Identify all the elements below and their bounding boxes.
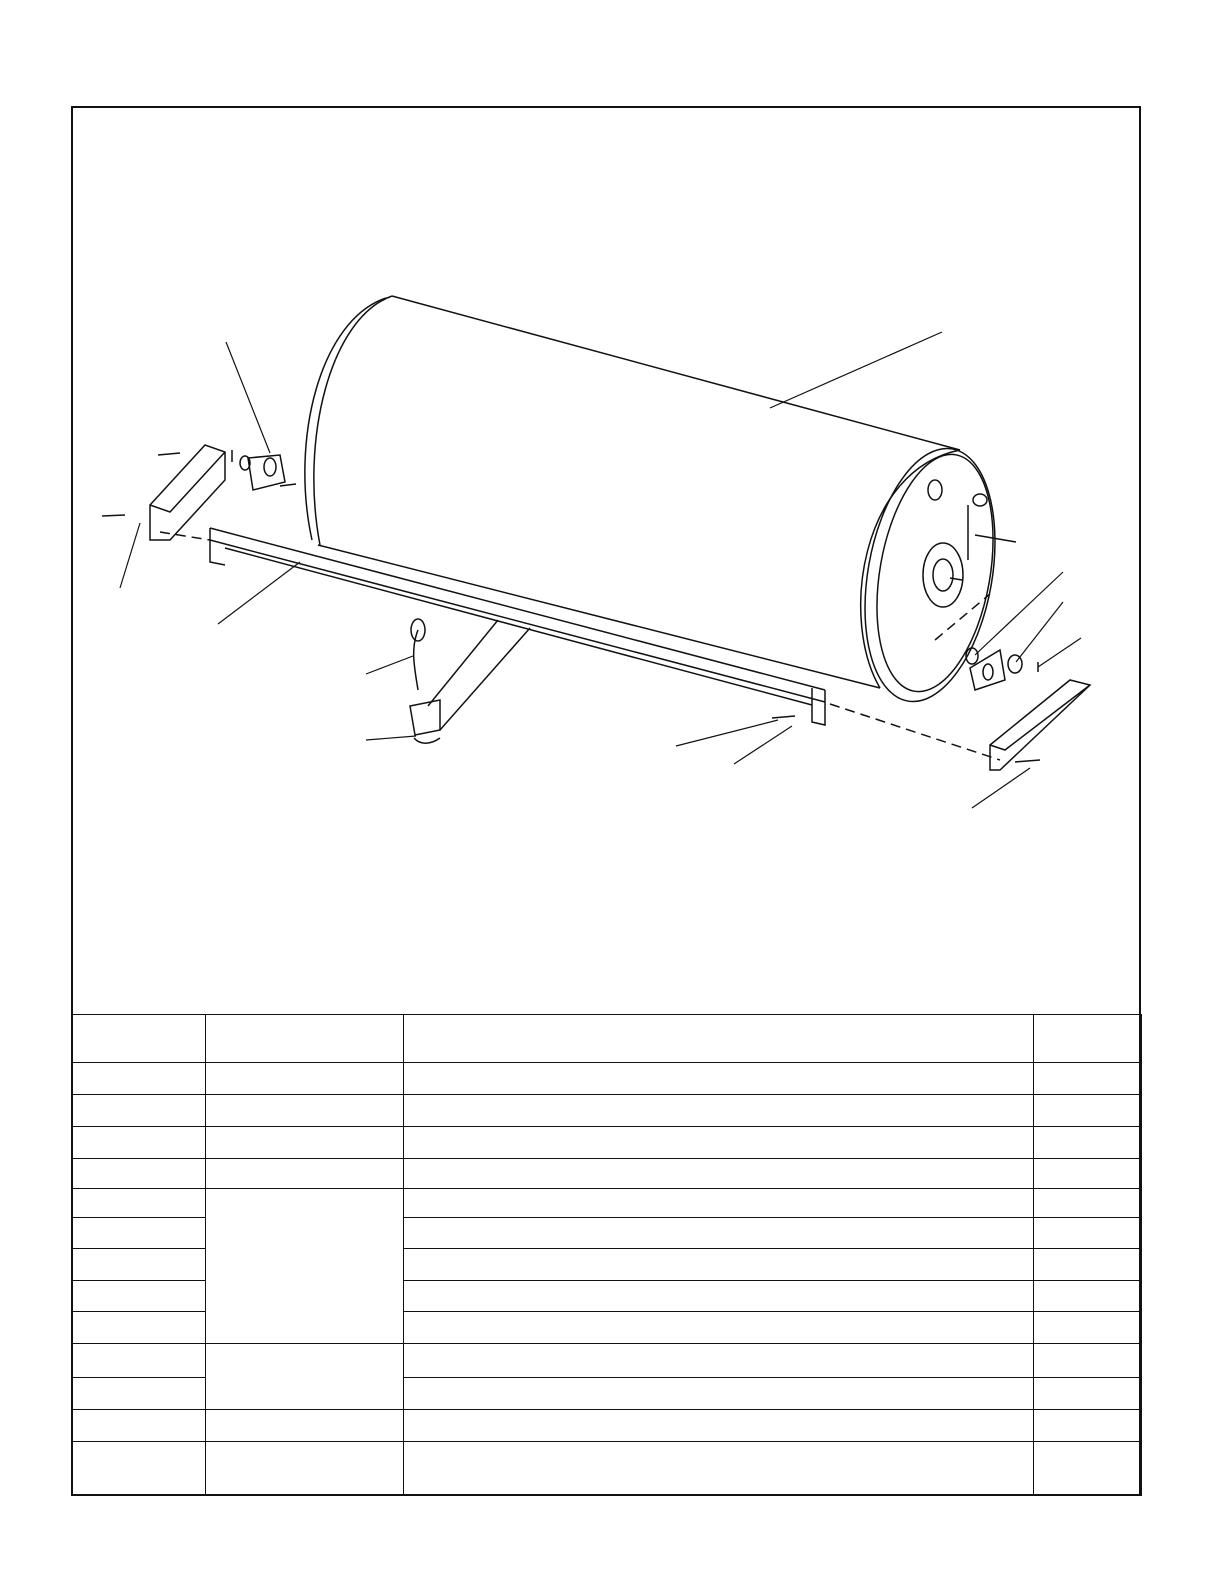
table-cell [404, 1063, 1034, 1095]
table-cell [404, 1249, 1034, 1281]
table-cell [1034, 1344, 1142, 1378]
table-row [72, 1410, 1142, 1442]
table-cell [404, 1095, 1034, 1127]
table-cell [404, 1281, 1034, 1312]
table-cell-merged [206, 1189, 404, 1344]
table-row [72, 1095, 1142, 1127]
table-cell-merged [206, 1344, 404, 1410]
table-header-row [72, 1015, 1142, 1063]
table-cell [72, 1015, 206, 1063]
table-cell [404, 1189, 1034, 1218]
table-cell [72, 1378, 206, 1410]
frame-bar [210, 528, 825, 725]
table-cell [1034, 1281, 1142, 1312]
table-cell [72, 1312, 206, 1344]
table-cell [206, 1015, 404, 1063]
table-cell [404, 1015, 1034, 1063]
table-row [72, 1442, 1142, 1496]
table-cell [1034, 1015, 1142, 1063]
leader-lines [120, 332, 1081, 808]
table-cell [72, 1281, 206, 1312]
table-cell [72, 1344, 206, 1378]
table-cell [1034, 1442, 1142, 1496]
table-cell [1034, 1378, 1142, 1410]
table-cell [206, 1095, 404, 1127]
table-row [72, 1189, 1142, 1218]
table-cell [72, 1189, 206, 1218]
table-cell [72, 1410, 206, 1442]
table-cell [206, 1442, 404, 1496]
table-cell [72, 1095, 206, 1127]
table-cell [404, 1378, 1034, 1410]
table-cell [72, 1063, 206, 1095]
table-cell [1034, 1127, 1142, 1159]
table-cell [404, 1218, 1034, 1249]
roller-drum [305, 296, 1016, 712]
table-cell [72, 1249, 206, 1281]
table-cell [72, 1218, 206, 1249]
table-cell [1034, 1095, 1142, 1127]
left-bracket-assembly [102, 445, 296, 540]
table-row [72, 1127, 1142, 1159]
table-row [72, 1159, 1142, 1189]
table-cell [206, 1127, 404, 1159]
table-cell [404, 1344, 1034, 1378]
table-cell [72, 1159, 206, 1189]
table-cell [1034, 1218, 1142, 1249]
table-row [72, 1344, 1142, 1378]
table-cell [404, 1127, 1034, 1159]
table-cell [206, 1063, 404, 1095]
table-cell [1034, 1249, 1142, 1281]
table-cell [404, 1159, 1034, 1189]
table-cell [404, 1410, 1034, 1442]
table-cell [206, 1159, 404, 1189]
table-cell [1034, 1312, 1142, 1344]
table-cell [404, 1312, 1034, 1344]
table-cell [1034, 1410, 1142, 1442]
table-cell [72, 1442, 206, 1496]
table-cell [1034, 1189, 1142, 1218]
table-cell [1034, 1159, 1142, 1189]
table-row [72, 1063, 1142, 1095]
parts-table [71, 1014, 1142, 1496]
right-bracket-assembly [772, 648, 1090, 770]
table-cell [404, 1442, 1034, 1496]
table-cell [72, 1127, 206, 1159]
table-cell [206, 1410, 404, 1442]
hitch-tongue [410, 619, 530, 743]
table-cell [1034, 1063, 1142, 1095]
assembly-lines [160, 532, 1000, 760]
